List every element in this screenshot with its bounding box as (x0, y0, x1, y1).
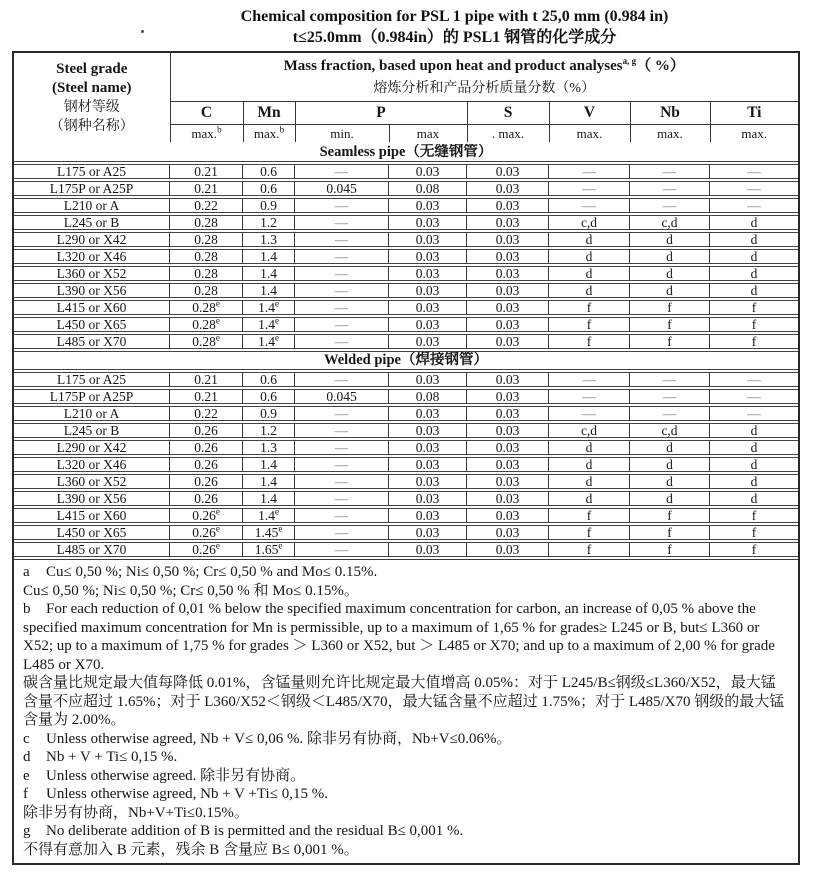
limit-cell: max. (630, 125, 710, 143)
value-cell: 0.03 (389, 283, 467, 298)
value-cell: 0.03 (467, 198, 549, 213)
value-cell: — (295, 283, 389, 298)
value-cell: — (710, 164, 798, 179)
value-cell: — (295, 215, 389, 230)
footnote-ref: e (215, 334, 220, 343)
table-row (14, 372, 798, 387)
value-cell: 0.03 (389, 372, 467, 387)
footnote-ref: e (215, 300, 220, 309)
value-cell: f (549, 334, 630, 349)
section-row (14, 351, 798, 370)
value-cell: 0.21 (170, 389, 243, 404)
composition-table (12, 51, 800, 865)
value-cell: d (710, 423, 798, 438)
value-cell: 0.9 (243, 406, 295, 421)
table-row (14, 181, 798, 196)
value-cell: f (549, 508, 630, 523)
value-cell: 0.03 (389, 266, 467, 281)
value-cell: 1.4 (243, 249, 295, 264)
value-cell: 0.08 (389, 181, 467, 196)
value-cell: 0.26e (170, 508, 243, 523)
value-cell: — (295, 406, 389, 421)
value-cell: 0.03 (389, 508, 467, 523)
value-cell: d (710, 232, 798, 247)
value-cell: 1.4 (243, 283, 295, 298)
value-cell: d (630, 232, 710, 247)
limit-cell: . max. (467, 125, 549, 143)
value-cell: 0.045 (295, 389, 389, 404)
value-cell: f (630, 542, 710, 557)
value-cell: — (549, 164, 630, 179)
value-cell: f (710, 300, 798, 315)
value-cell: d (549, 474, 630, 489)
value-cell: d (630, 266, 710, 281)
value-cell: 1.45e (243, 525, 295, 540)
table-row (14, 508, 798, 523)
value-cell: d (549, 249, 630, 264)
limit-cell: max.$^b$ (170, 125, 243, 143)
grade-cell: L415 or X60 (14, 508, 170, 523)
value-cell: 0.03 (467, 317, 549, 332)
value-cell: — (549, 389, 630, 404)
value-cell: 0.26 (170, 423, 243, 438)
value-cell: 0.26e (170, 542, 243, 557)
value-cell: — (295, 542, 389, 557)
value-cell: 1.4 (243, 474, 295, 489)
value-cell: 0.03 (389, 457, 467, 472)
table-row (14, 423, 798, 438)
grade-cell: L415 or X60 (14, 300, 170, 315)
value-cell: d (710, 266, 798, 281)
table-row (14, 542, 798, 557)
steel-grade-en2: (Steel name) (51, 79, 132, 96)
value-cell: d (630, 249, 710, 264)
grade-cell: L210 or A (14, 406, 170, 421)
value-cell: — (710, 198, 798, 213)
table-row (14, 164, 798, 179)
value-cell: f (710, 525, 798, 540)
value-cell: d (549, 283, 630, 298)
col-header-P: P (295, 102, 467, 125)
value-cell: f (549, 317, 630, 332)
value-cell: — (295, 457, 389, 472)
value-cell: d (630, 491, 710, 506)
footnote-ref: e (215, 542, 220, 551)
value-cell: d (549, 491, 630, 506)
value-cell: 0.03 (389, 300, 467, 315)
value-cell: f (630, 300, 710, 315)
value-cell: d (710, 440, 798, 455)
value-cell: 0.03 (389, 317, 467, 332)
value-cell: — (549, 406, 630, 421)
value-cell: — (295, 372, 389, 387)
col-header-V: V (549, 102, 630, 125)
value-cell: 0.03 (467, 525, 549, 540)
value-cell: — (549, 198, 630, 213)
value-cell: — (630, 406, 710, 421)
composition-table-header (14, 53, 798, 142)
value-cell: 0.03 (389, 440, 467, 455)
value-cell: 1.65e (243, 542, 295, 557)
value-cell: 0.03 (389, 423, 467, 438)
footnote-line: b For each reduction of 0,01 % below the specified maximum concentration for carbon, an increase of 0,05 % above the specified maximum concentration for Mn is permissible, up to a maximum of 1,65 % for grades≥ L245 or B, but≤ L360 or X52; up to a maximum of 1,75 % for grades ＞ L360 or X52, but ＞ L485 or X70; and up to a maximum of 2,00 % for grade L485 or X70. (23, 601, 775, 673)
grade-cell: L245 or B (14, 423, 170, 438)
value-cell: 1.4e (243, 300, 295, 315)
value-cell: — (295, 266, 389, 281)
footnote-line: a Cu≤ 0,50 %; Ni≤ 0,50 %; Cr≤ 0,50 % and Mo≤ 0.15%. (23, 564, 378, 580)
value-cell: 1.4 (243, 266, 295, 281)
value-cell: 0.26 (170, 457, 243, 472)
value-cell: — (295, 232, 389, 247)
value-cell: 0.03 (467, 266, 549, 281)
value-cell: — (295, 164, 389, 179)
table-row (14, 266, 798, 281)
limit-cell: min. (295, 125, 389, 143)
col-header-Ti: Ti (710, 102, 798, 125)
footnotes (14, 559, 798, 863)
value-cell: f (710, 508, 798, 523)
value-cell: 0.03 (389, 164, 467, 179)
scan-dot-artifact (141, 30, 144, 33)
footnote-line: e Unless otherwise agreed. 除非另有协商。 (23, 767, 306, 784)
value-cell: 0.03 (467, 423, 549, 438)
grade-cell: L320 or X46 (14, 249, 170, 264)
value-cell: 0.03 (467, 164, 549, 179)
value-cell: — (295, 525, 389, 540)
value-cell: 1.3 (243, 440, 295, 455)
table-row (14, 249, 798, 264)
limit-cell: max (389, 125, 467, 143)
value-cell: 0.28e (170, 334, 243, 349)
mass-fraction-zh: 熔炼分析和产品分析质量分数（%） (373, 81, 596, 96)
value-cell: 0.6 (243, 164, 295, 179)
value-cell: d (549, 232, 630, 247)
value-cell: 0.03 (467, 474, 549, 489)
value-cell: f (710, 334, 798, 349)
value-cell: — (549, 372, 630, 387)
value-cell: 0.03 (467, 389, 549, 404)
value-cell: d (710, 457, 798, 472)
table-row (14, 491, 798, 506)
value-cell: d (630, 474, 710, 489)
value-cell: — (630, 198, 710, 213)
value-cell: — (295, 474, 389, 489)
footnote-line: 碳含量比规定最大值每降低 0.01%，含锰量则允许比规定最大值增高 0.05%：对于 L245/B≤钢级≤L360/X52，最大锰含量不应超过 1.65%；对于 L360/X52＜钢级＜L485/X70，最大锰含量不应超过 1.75%；对于 L485/X70 钢级的最大锰含量为 2.00%。 (23, 675, 785, 728)
value-cell: 0.03 (389, 215, 467, 230)
table-row (14, 215, 798, 230)
value-cell: — (295, 440, 389, 455)
footnote-line: 除非另有协商，Nb+V+Ti≤0.15%。 (23, 804, 249, 821)
value-cell: 0.03 (467, 491, 549, 506)
value-cell: 1.4e (243, 508, 295, 523)
value-cell: 1.4 (243, 491, 295, 506)
value-cell: d (549, 457, 630, 472)
value-cell: — (630, 372, 710, 387)
table-row (14, 474, 798, 489)
table-row (14, 457, 798, 472)
value-cell: f (549, 300, 630, 315)
value-cell: d (710, 474, 798, 489)
table-row (14, 440, 798, 455)
footnote-marker: a (23, 564, 30, 580)
value-cell: — (630, 181, 710, 196)
value-cell: f (630, 525, 710, 540)
footnote-marker: f (23, 786, 28, 802)
value-cell: 0.28e (170, 300, 243, 315)
value-cell: — (710, 406, 798, 421)
grade-cell: L450 or X65 (14, 525, 170, 540)
footnote-ref: e (278, 525, 283, 534)
value-cell: f (549, 525, 630, 540)
limit-cell: max.$^b$ (243, 125, 295, 143)
value-cell: d (710, 491, 798, 506)
value-cell: — (295, 423, 389, 438)
value-cell: 0.28 (170, 266, 243, 281)
value-cell: 0.6 (243, 181, 295, 196)
footnote-marker: b (23, 601, 31, 617)
footnote-ref: e (215, 508, 220, 517)
footnote-ref: e (274, 300, 279, 309)
limit-cell: max. (710, 125, 798, 143)
table-row (14, 198, 798, 213)
grade-cell: L390 or X56 (14, 283, 170, 298)
grade-cell: L245 or B (14, 215, 170, 230)
table-row (14, 283, 798, 298)
col-header-Nb: Nb (630, 102, 710, 125)
table-body (14, 144, 798, 557)
table-row (14, 525, 798, 540)
value-cell: 0.03 (467, 406, 549, 421)
value-cell: 0.26 (170, 474, 243, 489)
steel-grade-header-cell (14, 53, 170, 142)
footnote-marker: c (23, 730, 30, 747)
grade-cell: L450 or X65 (14, 317, 170, 332)
value-cell: 0.22 (170, 198, 243, 213)
grade-cell: L485 or X70 (14, 334, 170, 349)
composition-table-data (14, 142, 798, 559)
mass-fraction-header-cell (170, 53, 798, 102)
value-cell: 0.03 (389, 542, 467, 557)
limit-cell: max. (549, 125, 630, 143)
grade-cell: L360 or X52 (14, 474, 170, 489)
value-cell: 0.03 (467, 249, 549, 264)
value-cell: c,d (549, 423, 630, 438)
value-cell: d (630, 440, 710, 455)
value-cell: — (710, 389, 798, 404)
table-row (14, 300, 798, 315)
value-cell: f (630, 334, 710, 349)
value-cell: d (549, 266, 630, 281)
mass-fraction-en: Mass fraction, based upon heat and product analyses$^{a, g}$（ %） (283, 56, 685, 74)
footnote-line: c Unless otherwise agreed, Nb + V≤ 0,06 %. 除非另有协商，Nb+V≤0.06%。 (23, 730, 512, 747)
value-cell: 0.03 (467, 232, 549, 247)
footnote-ref-ag: a, g (622, 56, 637, 66)
value-cell: 0.03 (467, 181, 549, 196)
value-cell: d (710, 249, 798, 264)
value-cell: 0.03 (467, 300, 549, 315)
value-cell: 0.6 (243, 389, 295, 404)
value-cell: — (295, 334, 389, 349)
value-cell: 0.03 (389, 406, 467, 421)
col-header-Mn: Mn (243, 102, 295, 125)
value-cell: 0.03 (389, 232, 467, 247)
grade-cell: L320 or X46 (14, 457, 170, 472)
value-cell: 0.26 (170, 440, 243, 455)
section-label: Welded pipe（焊接钢管） (14, 351, 798, 370)
value-cell: f (710, 542, 798, 557)
value-cell: 0.21 (170, 181, 243, 196)
value-cell: 0.03 (467, 542, 549, 557)
value-cell: 1.4 (243, 457, 295, 472)
value-cell: 0.6 (243, 372, 295, 387)
footnote-ref: e (215, 317, 220, 326)
footnote-line: d Nb + V + Ti≤ 0,15 %. (23, 749, 178, 765)
value-cell: 0.28 (170, 249, 243, 264)
value-cell: 0.08 (389, 389, 467, 404)
section-label: Seamless pipe（无缝钢管） (14, 144, 798, 162)
steel-grade-zh2: （钢种名称） (49, 118, 134, 134)
value-cell: — (710, 181, 798, 196)
table-row (14, 317, 798, 332)
grade-cell: L175 or A25 (14, 372, 170, 387)
table-title (0, 0, 813, 48)
footnote-ref: e (274, 317, 279, 326)
footnote-line: f Unless otherwise agreed, Nb + V +Ti≤ 0,15 %. (23, 786, 328, 802)
value-cell: 0.03 (467, 215, 549, 230)
footnote-ref: b (217, 124, 222, 135)
value-cell: 0.28 (170, 232, 243, 247)
value-cell: 0.03 (467, 440, 549, 455)
footnote-ref: e (274, 334, 279, 343)
table-row (14, 334, 798, 349)
value-cell: — (630, 389, 710, 404)
value-cell: 0.22 (170, 406, 243, 421)
grade-cell: L290 or X42 (14, 232, 170, 247)
value-cell: f (630, 508, 710, 523)
value-cell: 0.28 (170, 283, 243, 298)
grade-cell: L485 or X70 (14, 542, 170, 557)
table-title-zh: t≤25.0mm（0.984in）的 PSL1 钢管的化学成分 (292, 29, 617, 46)
value-cell: d (549, 440, 630, 455)
value-cell: 0.03 (467, 457, 549, 472)
grade-cell: L390 or X56 (14, 491, 170, 506)
footnote-ref: b (279, 124, 285, 135)
value-cell: — (630, 164, 710, 179)
value-cell: — (295, 300, 389, 315)
value-cell: 0.21 (170, 164, 243, 179)
value-cell: — (295, 491, 389, 506)
value-cell: 0.03 (467, 508, 549, 523)
value-cell: d (710, 283, 798, 298)
value-cell: — (295, 317, 389, 332)
value-cell: d (710, 215, 798, 230)
value-cell: 0.045 (295, 181, 389, 196)
value-cell: 0.03 (389, 198, 467, 213)
footnote-marker: g (23, 823, 31, 839)
value-cell: 0.03 (389, 525, 467, 540)
table-row (14, 232, 798, 247)
section-row (14, 144, 798, 162)
value-cell: 0.28 (170, 215, 243, 230)
value-cell: c,d (630, 423, 710, 438)
value-cell: 0.26e (170, 525, 243, 540)
footnote-ref: e (215, 525, 220, 534)
value-cell: — (295, 198, 389, 213)
value-cell: 0.03 (389, 474, 467, 489)
grade-cell: L175 or A25 (14, 164, 170, 179)
value-cell: 1.4e (243, 334, 295, 349)
col-header-C: C (170, 102, 243, 125)
value-cell: c,d (630, 215, 710, 230)
grade-cell: L175P or A25P (14, 181, 170, 196)
value-cell: 0.03 (467, 372, 549, 387)
value-cell: 0.03 (467, 283, 549, 298)
value-cell: 0.03 (467, 334, 549, 349)
value-cell: 0.26 (170, 491, 243, 506)
grade-cell: L175P or A25P (14, 389, 170, 404)
value-cell: — (549, 181, 630, 196)
table-row (14, 389, 798, 404)
value-cell: 0.03 (389, 334, 467, 349)
steel-grade-en1: Steel grade (56, 60, 128, 77)
value-cell: 0.21 (170, 372, 243, 387)
footnote-ref: e (274, 508, 279, 517)
grade-cell: L360 or X52 (14, 266, 170, 281)
footnote-line: Cu≤ 0,50 %; Ni≤ 0,50 %; Cr≤ 0,50 % 和 Mo≤ 0.15%。 (23, 582, 359, 599)
value-cell: 0.03 (389, 491, 467, 506)
grade-cell: L290 or X42 (14, 440, 170, 455)
footnote-marker: d (23, 749, 31, 765)
value-cell: 0.9 (243, 198, 295, 213)
value-cell: d (630, 457, 710, 472)
col-header-S: S (467, 102, 549, 125)
value-cell: — (710, 372, 798, 387)
footnote-ref: e (278, 542, 283, 551)
value-cell: f (710, 317, 798, 332)
table-row (14, 406, 798, 421)
value-cell: 1.2 (243, 423, 295, 438)
value-cell: 1.3 (243, 232, 295, 247)
footnote-line: 不得有意加入 B 元素，残余 B 含量应 B≤ 0,001 %。 (23, 841, 359, 858)
value-cell: 0.28e (170, 317, 243, 332)
value-cell: — (295, 508, 389, 523)
value-cell: f (630, 317, 710, 332)
steel-grade-zh1: 钢材等级 (63, 99, 120, 115)
value-cell: 1.4e (243, 317, 295, 332)
footnote-marker: e (23, 767, 30, 784)
value-cell: — (295, 249, 389, 264)
value-cell: c,d (549, 215, 630, 230)
value-cell: 1.2 (243, 215, 295, 230)
value-cell: d (630, 283, 710, 298)
footnote-line: g No deliberate addition of B is permitted and the residual B≤ 0,001 %. (23, 823, 464, 839)
grade-cell: L210 or A (14, 198, 170, 213)
value-cell: 0.03 (389, 249, 467, 264)
value-cell: f (549, 542, 630, 557)
table-title-en: Chemical composition for PSL 1 pipe with t 25,0 mm (0.984 in) (240, 8, 669, 25)
